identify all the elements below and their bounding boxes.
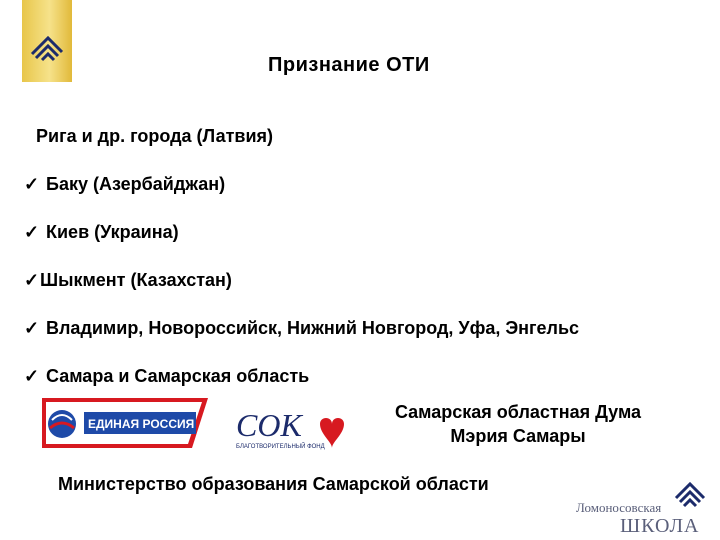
check-icon: ✓ bbox=[24, 222, 40, 242]
duma-text: Самарская областная Дума bbox=[394, 402, 642, 422]
sok-fund-logo bbox=[236, 404, 346, 458]
list-item bbox=[36, 126, 273, 147]
er-logo-text: ЕДИНАЯ РОССИЯ bbox=[88, 417, 195, 431]
ministry-text: Министерство образования Самарской области bbox=[58, 474, 489, 494]
corner-logo-tab bbox=[22, 0, 72, 82]
item-text: Шыкмент (Казахстан) bbox=[40, 270, 232, 290]
corner-logo-icon bbox=[28, 28, 66, 62]
item-text: Киев (Украина) bbox=[46, 222, 179, 242]
item-text: Самара и Самарская область bbox=[46, 366, 310, 386]
lomo-top-text: Ломоносовская bbox=[576, 500, 662, 515]
item-text: Рига и др. города (Латвия) bbox=[36, 126, 274, 146]
partners-block bbox=[380, 400, 656, 448]
meria-text: Мэрия Самары bbox=[450, 426, 586, 446]
check-icon: ✓ bbox=[24, 174, 40, 194]
lomonosov-school-logo bbox=[576, 476, 708, 536]
list-item bbox=[24, 366, 309, 387]
sok-logo-text: СОК bbox=[236, 407, 302, 443]
slide-title: Признание ОТИ bbox=[268, 54, 430, 76]
list-item bbox=[24, 174, 225, 195]
check-icon: ✓ bbox=[24, 366, 40, 386]
item-text: Баку (Азербайджан) bbox=[46, 174, 226, 194]
list-item bbox=[24, 222, 179, 243]
list-item bbox=[24, 270, 232, 291]
lomo-bottom-text: ШКОЛА bbox=[620, 515, 700, 536]
edinaya-rossiya-logo bbox=[42, 398, 208, 448]
list-item bbox=[24, 318, 579, 339]
check-icon: ✓ bbox=[24, 270, 40, 290]
item-text: Владимир, Новороссийск, Нижний Новгород, Уфа, Энгельс bbox=[46, 318, 580, 338]
sok-logo-subtext: БЛАГОТВОРИТЕЛЬНЫЙ ФОНД bbox=[236, 444, 325, 450]
check-icon: ✓ bbox=[24, 318, 40, 338]
